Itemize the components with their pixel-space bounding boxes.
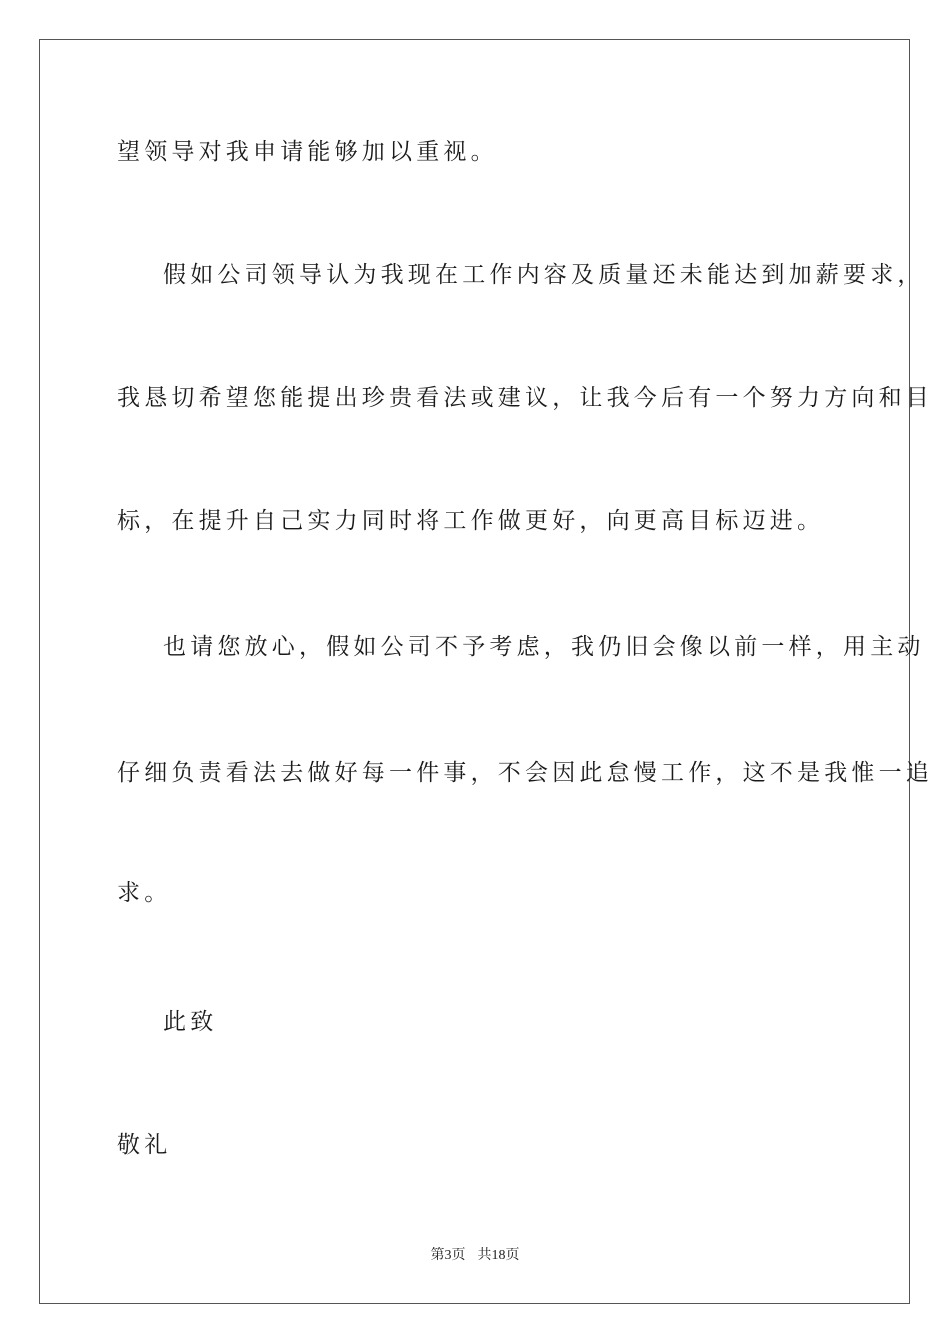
page-total: 共18页 [477,1248,520,1263]
text-line-3: 我恳切希望您能提出珍贵看法或建议，让我今后有一个努力方向和目 [117,385,933,411]
page-footer [0,1247,950,1265]
text-line-5: 也请您放心，假如公司不予考虑，我仍旧会像以前一样，用主动 [163,634,925,660]
text-line-4: 标，在提升自己实力同时将工作做更好，向更高目标迈进。 [117,508,825,534]
page-frame [39,39,910,1304]
text-line-6: 仔细负责看法去做好每一件事，不会因此怠慢工作，这不是我惟一追 [117,760,933,786]
closing-regards: 敬礼 [117,1132,172,1158]
text-line-2: 假如公司领导认为我现在工作内容及质量还未能达到加薪要求， [163,262,925,288]
page-number: 第3页 [430,1248,466,1263]
text-line-1: 望领导对我申请能够加以重视。 [117,139,498,165]
text-line-7: 求。 [117,880,172,906]
closing-salutation: 此致 [163,1009,218,1035]
